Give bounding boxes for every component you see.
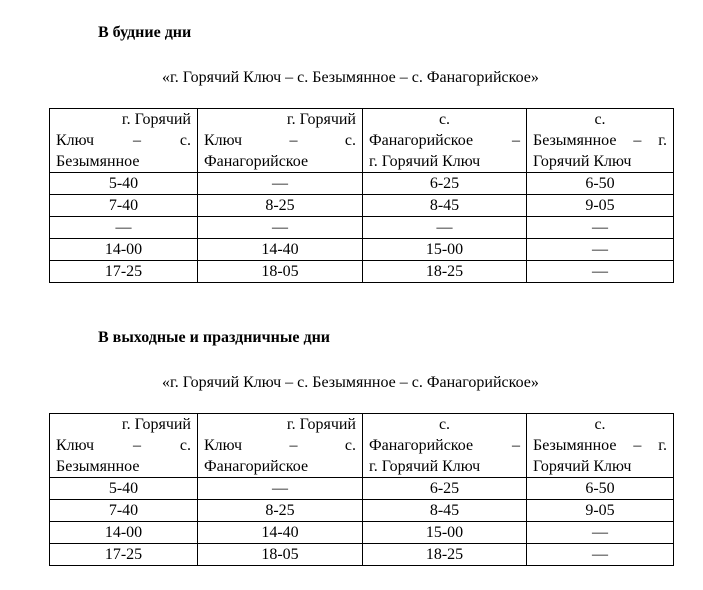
- weekend-heading: В выходные и праздничные дни: [98, 329, 331, 346]
- weekday-route-title: «г. Горячий Ключ – с. Безымянное – с. Фанагорийское»: [162, 69, 539, 86]
- time-cell: 8-45: [363, 500, 527, 522]
- table-row: [50, 544, 674, 566]
- time-cell: 17-25: [50, 544, 198, 566]
- time-cell: 9-05: [527, 195, 674, 217]
- column-header-line: Ключ – с.: [204, 437, 356, 454]
- time-cell: —: [50, 217, 198, 239]
- time-cell: 5-40: [50, 478, 198, 500]
- column-header-line: с.: [594, 111, 606, 128]
- weekday-schedule-table: [49, 108, 674, 283]
- column-header-line: г. Горячий: [121, 111, 191, 128]
- column-header: [527, 109, 674, 173]
- column-header-line: Безымянное – г.: [533, 437, 667, 454]
- column-header-line: Безымянное – г.: [533, 132, 667, 149]
- time-cell: —: [527, 239, 674, 261]
- weekday-heading: В будние дни: [98, 24, 192, 41]
- time-cell: 14-00: [50, 522, 198, 544]
- time-cell: 6-50: [527, 478, 674, 500]
- column-header-line: г. Горячий Ключ: [369, 153, 481, 170]
- weekend-route-title: «г. Горячий Ключ – с. Безымянное – с. Фанагорийское»: [162, 374, 539, 391]
- table-row: [50, 195, 674, 217]
- time-cell: 8-25: [198, 500, 363, 522]
- column-header-line: Безымянное: [56, 153, 140, 170]
- time-cell: —: [198, 217, 363, 239]
- table-row: [50, 522, 674, 544]
- time-cell: 8-25: [198, 195, 363, 217]
- column-header-line: Фанагорийское –: [369, 132, 520, 149]
- time-cell: —: [363, 217, 527, 239]
- column-header: [50, 414, 198, 478]
- time-cell: 6-50: [527, 173, 674, 195]
- column-header-line: с.: [438, 416, 451, 433]
- column-header-line: Безымянное: [56, 458, 140, 475]
- column-header-line: Горячий Ключ: [533, 458, 632, 475]
- weekend-schedule-table: [49, 413, 674, 566]
- table-row: [50, 239, 674, 261]
- column-header: [527, 414, 674, 478]
- time-cell: 14-00: [50, 239, 198, 261]
- time-cell: —: [527, 217, 674, 239]
- time-cell: —: [527, 522, 674, 544]
- time-cell: —: [198, 478, 363, 500]
- time-cell: 9-05: [527, 500, 674, 522]
- time-cell: 18-25: [363, 544, 527, 566]
- column-header-line: г. Горячий: [286, 111, 356, 128]
- time-cell: 15-00: [363, 239, 527, 261]
- table-header-row: [50, 109, 674, 173]
- column-header: [50, 109, 198, 173]
- time-cell: 6-25: [363, 478, 527, 500]
- column-header: [363, 109, 527, 173]
- table-row: [50, 500, 674, 522]
- column-header-line: Ключ – с.: [56, 132, 191, 149]
- time-cell: 14-40: [198, 239, 363, 261]
- table-row: [50, 478, 674, 500]
- column-header: [198, 414, 363, 478]
- time-cell: 18-05: [198, 261, 363, 283]
- time-cell: 15-00: [363, 522, 527, 544]
- column-header: [363, 414, 527, 478]
- column-header-line: г. Горячий: [121, 416, 191, 433]
- column-header-line: г. Горячий Ключ: [369, 458, 481, 475]
- column-header-line: Фанагорийское: [204, 458, 309, 475]
- column-header-line: Горячий Ключ: [533, 153, 632, 170]
- time-cell: 18-25: [363, 261, 527, 283]
- time-cell: 7-40: [50, 195, 198, 217]
- table-row: [50, 173, 674, 195]
- time-cell: 14-40: [198, 522, 363, 544]
- time-cell: 18-05: [198, 544, 363, 566]
- time-cell: —: [527, 544, 674, 566]
- time-cell: —: [198, 173, 363, 195]
- column-header-line: Ключ – с.: [56, 437, 191, 454]
- time-cell: —: [527, 261, 674, 283]
- time-cell: 5-40: [50, 173, 198, 195]
- column-header-line: Ключ – с.: [204, 132, 356, 149]
- table-row: [50, 261, 674, 283]
- column-header: [198, 109, 363, 173]
- time-cell: 8-45: [363, 195, 527, 217]
- time-cell: 7-40: [50, 500, 198, 522]
- time-cell: 17-25: [50, 261, 198, 283]
- table-header-row: [50, 414, 674, 478]
- time-cell: 6-25: [363, 173, 527, 195]
- column-header-line: Фанагорийское –: [369, 437, 520, 454]
- column-header-line: г. Горячий: [286, 416, 356, 433]
- column-header-line: с.: [594, 416, 606, 433]
- column-header-line: Фанагорийское: [204, 153, 309, 170]
- column-header-line: с.: [438, 111, 451, 128]
- table-row: [50, 217, 674, 239]
